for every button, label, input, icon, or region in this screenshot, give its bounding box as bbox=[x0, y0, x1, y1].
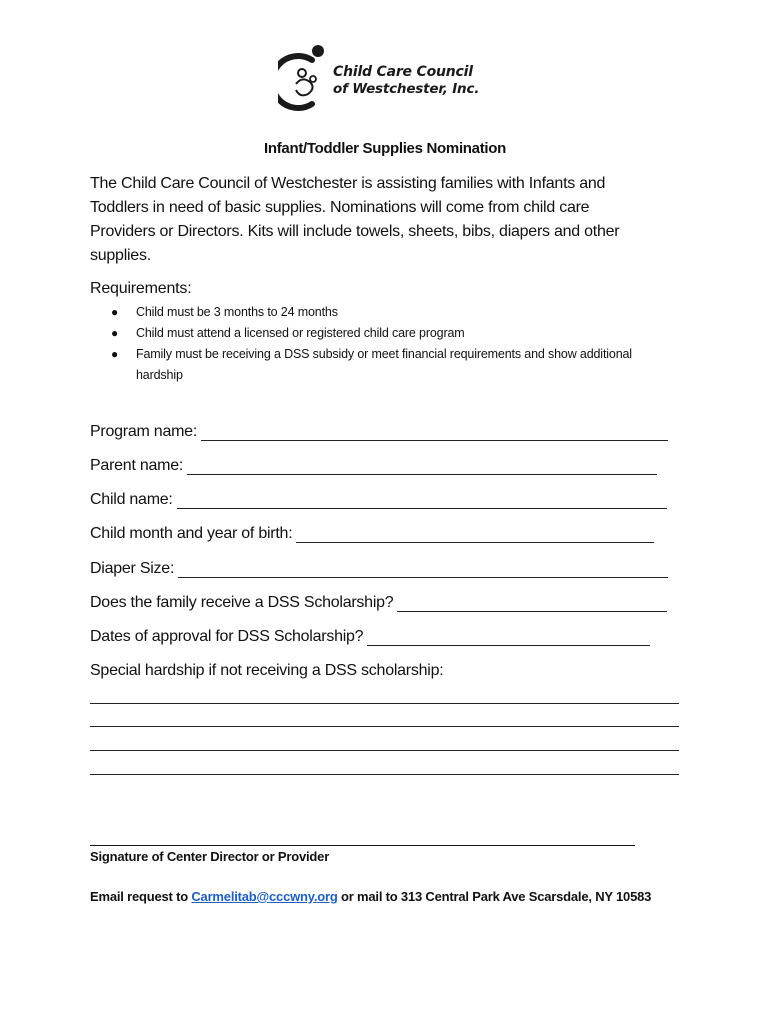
logo-name-line2: of Westchester, Inc. bbox=[333, 81, 480, 97]
email-suffix: or mail to 313 Central Park Ave Scarsdale, NY 10583 bbox=[341, 889, 652, 904]
dss-dates-field[interactable] bbox=[90, 628, 680, 646]
list-item: ● Child must attend a licensed or registered child care program bbox=[90, 323, 650, 344]
program-name-input-line[interactable] bbox=[201, 424, 668, 441]
diaper-size-label: Diaper Size: bbox=[90, 560, 175, 577]
council-logo-mark-icon bbox=[278, 44, 338, 112]
child-name-field[interactable] bbox=[90, 491, 680, 509]
program-name-field[interactable] bbox=[90, 423, 680, 441]
child-name-input-line[interactable] bbox=[177, 492, 667, 509]
email-link[interactable]: Carmelitab@cccwny.org bbox=[191, 889, 338, 904]
list-item: ● Family must be receiving a DSS subsidy or meet financial requirements and show additional hardship bbox=[90, 344, 650, 386]
bullet-icon: ● bbox=[111, 347, 119, 361]
hardship-input-line-4[interactable] bbox=[90, 774, 679, 775]
child-birth-input-line[interactable] bbox=[296, 526, 654, 543]
bullet-icon: ● bbox=[111, 305, 119, 319]
council-logo bbox=[278, 44, 498, 112]
child-name-label: Child name: bbox=[90, 491, 173, 508]
form-title: Infant/Toddler Supplies Nomination bbox=[263, 140, 507, 157]
parent-name-field[interactable] bbox=[90, 457, 680, 475]
signature-label: Signature of Center Director or Provider bbox=[90, 849, 330, 864]
bullet-icon: ● bbox=[111, 326, 119, 340]
dss-scholarship-field[interactable] bbox=[90, 594, 680, 612]
list-item: ● Child must be 3 months to 24 months bbox=[90, 302, 650, 323]
email-instructions bbox=[90, 889, 651, 904]
child-birth-label: Child month and year of birth: bbox=[90, 525, 293, 542]
requirements-list bbox=[90, 302, 650, 386]
parent-name-label: Parent name: bbox=[90, 457, 184, 474]
parent-name-input-line[interactable] bbox=[187, 458, 657, 475]
diaper-size-field[interactable] bbox=[90, 560, 680, 578]
requirements-heading: Requirements: bbox=[90, 280, 192, 297]
dss-dates-input-line[interactable] bbox=[367, 629, 650, 646]
signature-line[interactable] bbox=[90, 845, 635, 846]
program-name-label: Program name: bbox=[90, 423, 198, 440]
intro-paragraph: The Child Care Council of Westchester is assisting families with Infants and Toddlers in need of basic supplies. Nominations will come from child care Providers or Directors. Kits will include towels, sheets, bibs, diapers and other supplies. bbox=[90, 175, 620, 264]
hardship-input-line-1[interactable] bbox=[90, 703, 679, 704]
hardship-input-line-3[interactable] bbox=[90, 750, 679, 751]
logo-name-line1: Child Care Council bbox=[333, 64, 473, 80]
dss-scholarship-input-line[interactable] bbox=[397, 595, 667, 612]
dss-dates-label: Dates of approval for DSS Scholarship? bbox=[90, 628, 364, 645]
hardship-field bbox=[90, 662, 680, 680]
hardship-input-line-2[interactable] bbox=[90, 726, 679, 727]
dss-scholarship-label: Does the family receive a DSS Scholarship? bbox=[90, 594, 394, 611]
hardship-label: Special hardship if not receiving a DSS scholarship: bbox=[90, 662, 444, 679]
child-birth-field[interactable] bbox=[90, 525, 680, 543]
email-prefix: Email request to bbox=[90, 889, 188, 904]
diaper-size-input-line[interactable] bbox=[178, 561, 668, 578]
